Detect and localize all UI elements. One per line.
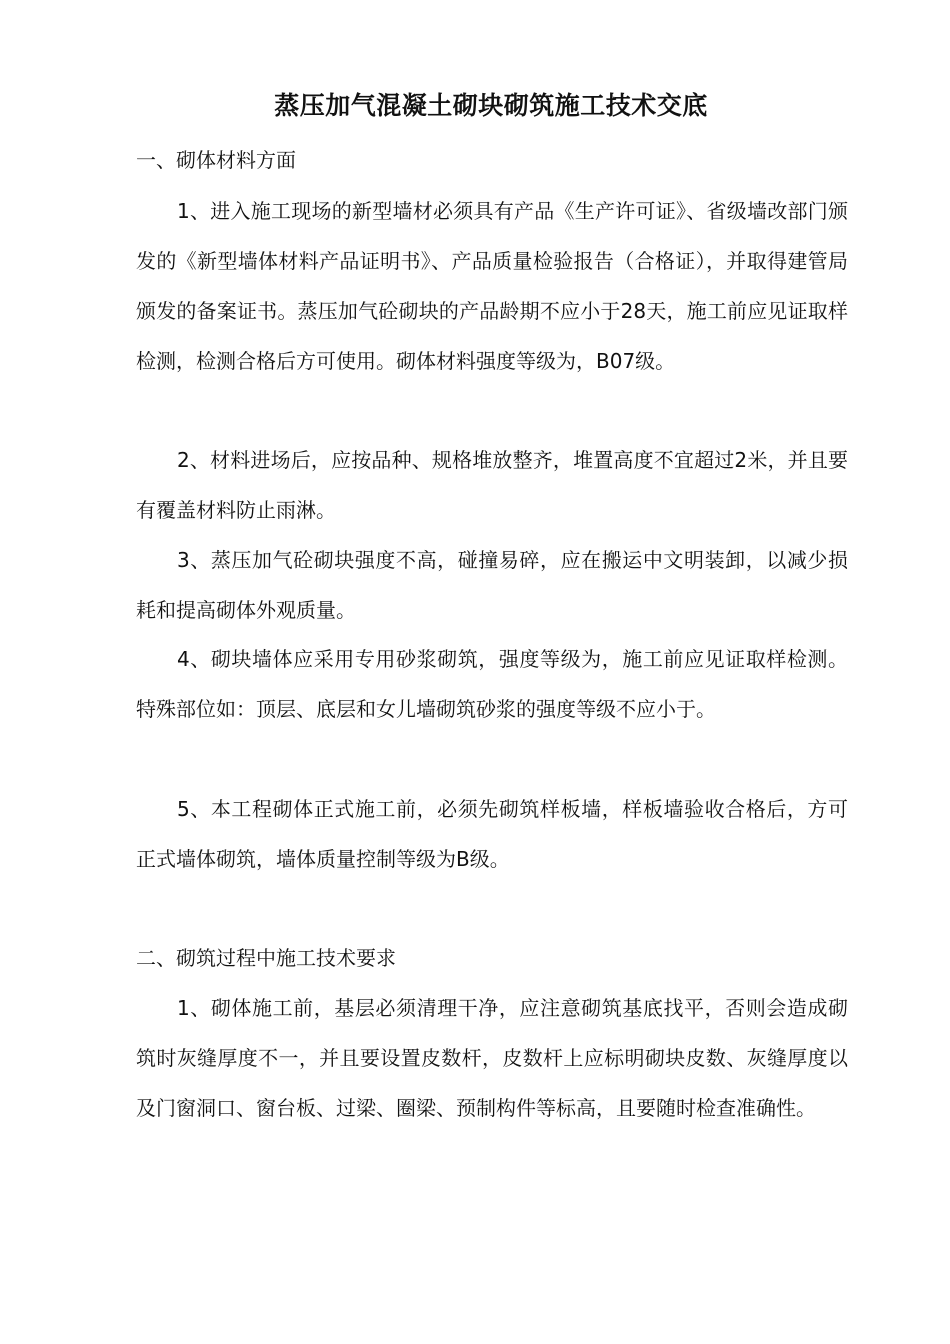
paragraph-materials-2: 2、材料进场后，应按品种、规格堆放整齐，堆置高度不宜超过2米，并且要有覆盖材料防止雨淋。 bbox=[136, 448, 848, 522]
section-heading-construction: 二、砌筑过程中施工技术要求 bbox=[136, 946, 396, 970]
section-heading-materials: 一、砌体材料方面 bbox=[136, 148, 296, 172]
paragraph-materials-4: 4、砌块墙体应采用专用砂浆砌筑，强度等级为，施工前应见证取样检测。特殊部位如：顶层、底层和女儿墙砌筑砂浆的强度等级不应小于。 bbox=[136, 647, 848, 721]
paragraph-materials-5: 5、本工程砌体正式施工前，必须先砌筑样板墙，样板墙验收合格后，方可正式墙体砌筑，墙体质量控制等级为B级。 bbox=[136, 797, 848, 871]
paragraph-construction-1: 1、砌体施工前，基层必须清理干净，应注意砌筑基底找平，否则会造成砌筑时灰缝厚度不一，并且要设置皮数杆，皮数杆上应标明砌块皮数、灰缝厚度以及门窗洞口、窗台板、过梁、圈梁、预制构件等标高，且要随时检查准确性。 bbox=[136, 996, 848, 1120]
paragraph-materials-3: 3、蒸压加气砼砌块强度不高，碰撞易碎，应在搬运中文明装卸，以减少损耗和提高砌体外观质量。 bbox=[136, 548, 848, 622]
document-title: 蒸压加气混凝土砌块砌筑施工技术交底 bbox=[274, 91, 708, 120]
paragraph-materials-1: 1、进入施工现场的新型墙材必须具有产品《生产许可证》、省级墙改部门颁发的《新型墙体材料产品证明书》、产品质量检验报告（合格证），并取得建管局颁发的备案证书。蒸压加气砼砌块的产品龄期不应小于28天，施工前应见证取样检测，检测合格后方可使用。砌体材料强度等级为，B07级。 bbox=[136, 199, 848, 373]
